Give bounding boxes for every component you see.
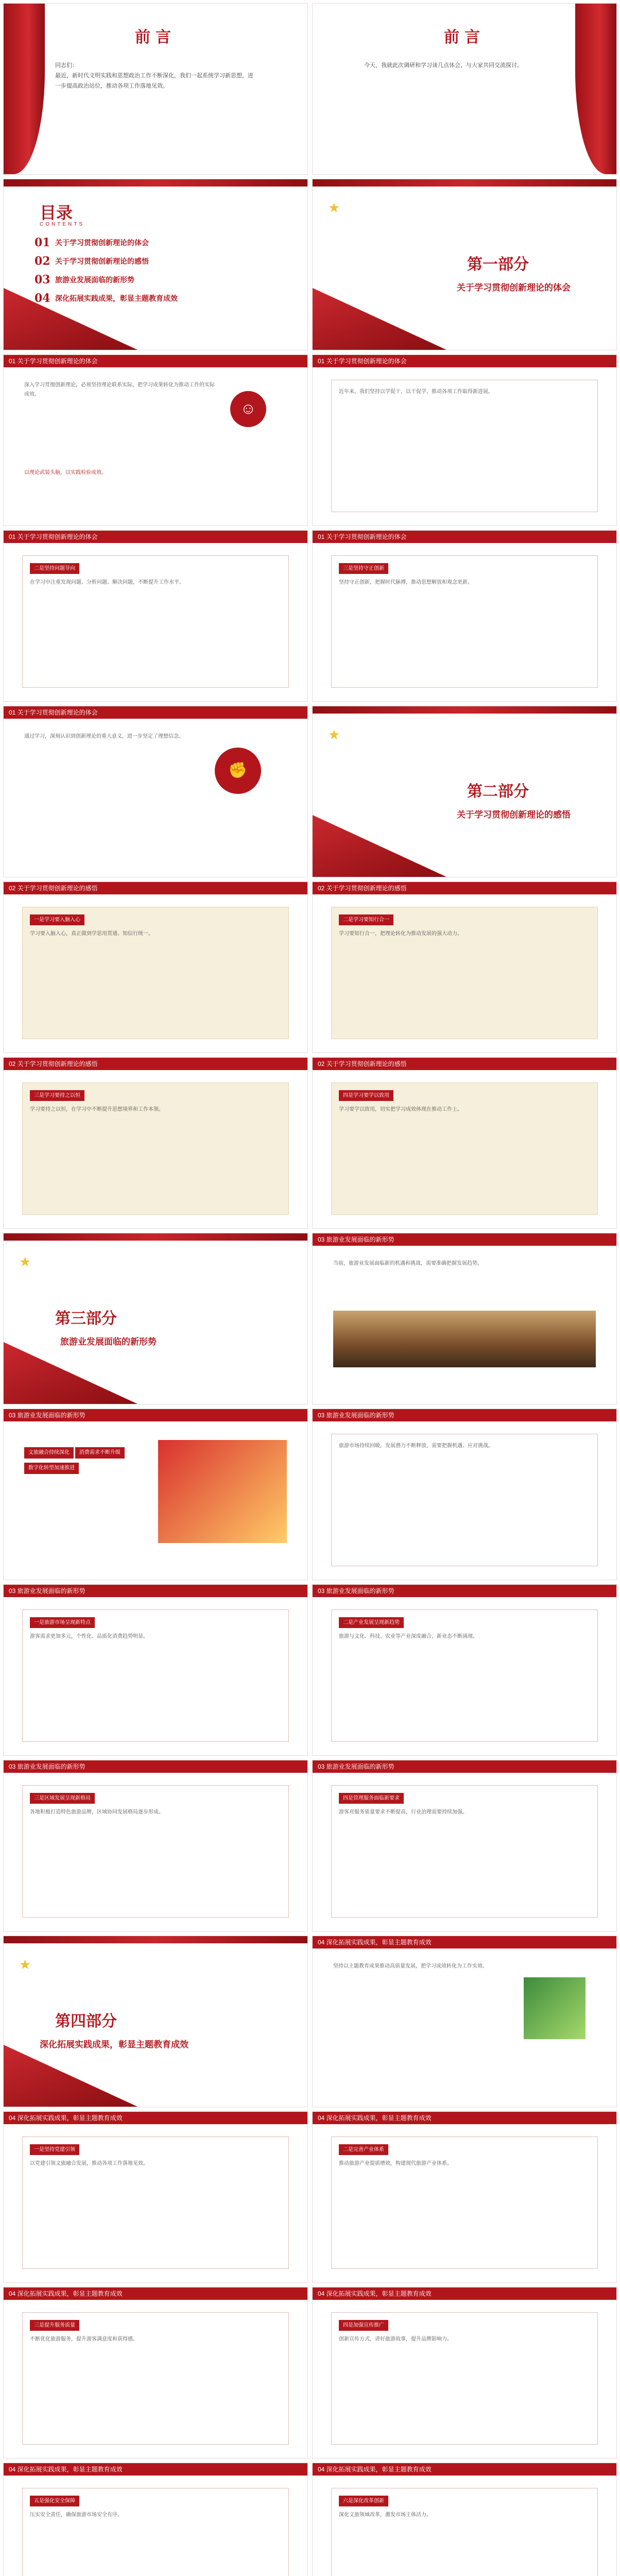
content-box (22, 1609, 289, 1742)
tiananmen-image (158, 1440, 287, 1543)
bullet-item: 文旅融合持续深化 (24, 1447, 74, 1459)
point-tag: 六是深化改革创新 (339, 2496, 388, 2506)
point-tag: 四是学习要学以致用 (339, 1090, 393, 1101)
slide-content (312, 1233, 617, 1404)
slide-header: 03 旅游业发展面临的新形势 (313, 1409, 616, 1421)
slide-header: 01 关于学习贯彻创新理论的体会 (313, 531, 616, 543)
body-text: 近年来，我们坚持以学促干，以干促学，推动各项工作取得新进展。 (339, 389, 493, 395)
slide-header: 04 深化拓展实践成果，彰显主题教育成效 (4, 2112, 307, 2124)
slide-content (3, 1057, 308, 1229)
slide-preface-2 (312, 3, 617, 175)
point-tag: 四是管理服务面临新要求 (339, 1793, 404, 1804)
content-box (22, 555, 289, 688)
content-box (331, 555, 598, 688)
slide-content (312, 1057, 617, 1229)
great-wall-graphic (313, 273, 446, 350)
point-tag: 二是完善产业体系 (339, 2144, 388, 2155)
point-tag: 二是学习要知行合一 (339, 914, 393, 925)
slide-preface-1 (3, 3, 308, 175)
slide-content (312, 354, 617, 526)
slide-title: 前言 (444, 28, 485, 46)
content-box (22, 907, 289, 1039)
part-title: 第三部分 (55, 1310, 117, 1328)
slide-content (312, 1936, 617, 2107)
content-box (331, 907, 598, 1039)
slide-header: 04 深化拓展实践成果，彰显主题教育成效 (313, 2287, 616, 2300)
star-icon: ★ (19, 1254, 31, 1269)
part-subtitle: 旅游业发展面临的新形势 (60, 1337, 157, 1347)
slide-header: 04 深化拓展实践成果，彰显主题教育成效 (313, 1936, 616, 1948)
slide-content (3, 530, 308, 702)
slide-header: 04 深化拓展实践成果，彰显主题教育成效 (313, 2463, 616, 2476)
slide-contents (3, 179, 308, 350)
great-wall-graphic (313, 800, 446, 877)
slide-content (3, 1584, 308, 1756)
toc-list (35, 236, 178, 310)
content-box (22, 1082, 289, 1215)
slide-header: 01 关于学习贯彻创新理论的体会 (4, 355, 307, 367)
point-tag: 一是旅游市场呈现新特点 (30, 1617, 95, 1628)
toc-title: 目录 (40, 203, 73, 223)
content-box (22, 2488, 289, 2576)
body-text: 在学习中注重发现问题、分析问题、解决问题，不断提升工作水平。 (30, 580, 184, 585)
slide-header: 01 关于学习贯彻创新理论的体会 (4, 531, 307, 543)
body-text: 各地积极打造特色旅游品牌，区域协同发展格局逐步形成。 (30, 1809, 164, 1815)
content-box (331, 1609, 598, 1742)
body-text: 深入学习贯彻创新理论，必须坚持理论联系实际，把学习成果转化为推动工作的实际成效。 (24, 382, 215, 397)
slide-content (312, 530, 617, 702)
slide-content (312, 1409, 617, 1580)
intro-text: 同志们： (55, 62, 78, 69)
slide-header: 03 旅游业发展面临的新形势 (313, 1585, 616, 1597)
great-wall-photo (333, 1311, 596, 1367)
person-icon: ☺ (230, 391, 266, 427)
toc-item[interactable]: 03 旅游业发展面临的新形势 (35, 273, 134, 286)
top-band (4, 1936, 307, 1943)
part-subtitle: 关于学习贯彻创新理论的感悟 (457, 810, 571, 820)
body-text: 创新宣传方式，讲好旅游故事，提升品牌影响力。 (339, 2336, 452, 2342)
star-icon: ★ (328, 727, 340, 742)
slide-header: 02 关于学习贯彻创新理论的感悟 (313, 1058, 616, 1070)
point-tag: 三是坚持守正创新 (339, 563, 388, 574)
point-tag: 一是学习要入脑入心 (30, 914, 84, 925)
content-box (22, 2137, 289, 2269)
slide-header: 02 关于学习贯彻创新理论的感悟 (4, 1058, 307, 1070)
content-box (331, 380, 598, 512)
content-box (331, 1785, 598, 1918)
slide-part-2 (312, 706, 617, 877)
body-text: 今天，我就此次调研和学习谈几点体会，与大家共同交流探讨。 (364, 62, 523, 69)
body-text: 不断优化旅游服务，提升游客满意度和获得感。 (30, 2336, 138, 2342)
slide-content (312, 2287, 617, 2459)
slide-content (3, 706, 308, 877)
content-box (22, 2312, 289, 2445)
slide-content (3, 1409, 308, 1580)
slide-header: 03 旅游业发展面临的新形势 (4, 1760, 307, 1773)
part-subtitle: 深化拓展实践成果，彰显主题教育成效 (40, 2040, 188, 2050)
slide-content (3, 2463, 308, 2576)
body-text: 以党建引领文旅融合发展，推动各项工作落地见效。 (30, 2161, 148, 2166)
slide-header: 01 关于学习贯彻创新理论的体会 (4, 706, 307, 719)
top-band (313, 706, 616, 714)
part-title: 第一部分 (467, 256, 529, 274)
body-text: 游客对服务质量要求不断提高，行业治理需要持续加强。 (339, 1809, 468, 1815)
content-box (331, 2312, 598, 2445)
slide-content (3, 1760, 308, 1931)
point-tag: 四是加强宣传推广 (339, 2320, 388, 2331)
slide-content (312, 882, 617, 1053)
slide-header: 03 旅游业发展面临的新形势 (313, 1233, 616, 1246)
slide-header: 02 关于学习贯彻创新理论的感悟 (313, 882, 616, 894)
body-text: 学习要入脑入心，真正做到学思用贯通、知信行统一。 (30, 931, 153, 937)
point-tag: 五是强化安全保障 (30, 2496, 79, 2506)
slide-title: 前言 (135, 28, 176, 46)
body-text: 旅游市场持续回暖，发展潜力不断释放，需要把握机遇、应对挑战。 (339, 1443, 493, 1449)
part-title: 第二部分 (467, 783, 529, 801)
body-text: 深化文旅领域改革，激发市场主体活力。 (339, 2512, 432, 2518)
slide-content (3, 2111, 308, 2283)
slide-content (3, 2287, 308, 2459)
part-subtitle: 关于学习贯彻创新理论的体会 (457, 283, 571, 293)
body-text: 学习要学以致用，切实把学习成效体现在推动工作上。 (339, 1107, 462, 1112)
slide-body (55, 60, 256, 91)
content-box (331, 1082, 598, 1215)
slide-grid (3, 3, 617, 2576)
slide-header: 01 关于学习贯彻创新理论的体会 (313, 355, 616, 367)
body-text: 学习要知行合一，把理论转化为推动发展的强大动力。 (339, 931, 462, 937)
slide-content (312, 1584, 617, 1756)
slide-part-4 (3, 1936, 308, 2107)
slide-header: 04 深化拓展实践成果，彰显主题教育成效 (313, 2112, 616, 2124)
body-text: 学习要持之以恒，在学习中不断提升思想境界和工作本领。 (30, 1107, 164, 1112)
body-text: 当前，旅游业发展面临新的机遇和挑战，需要准确把握发展趋势。 (333, 1261, 483, 1266)
content-box (331, 1434, 598, 1566)
star-icon: ★ (328, 200, 340, 215)
body-text: 游客需求更加多元，个性化、品质化消费趋势明显。 (30, 1634, 148, 1639)
slide-part-1 (312, 179, 617, 350)
part-title: 第四部分 (55, 2012, 117, 2030)
note-text: 以理论武装头脑，以实践检验成效。 (24, 470, 107, 476)
top-band (313, 179, 616, 187)
slide-header: 04 深化拓展实践成果，彰显主题教育成效 (4, 2287, 307, 2300)
top-band (4, 1233, 307, 1241)
point-tag: 三是提升服务质量 (30, 2320, 79, 2331)
body-text: 压实安全责任，确保旅游市场安全有序。 (30, 2512, 123, 2518)
bullet-item: 数字化转型加速推进 (24, 1463, 79, 1474)
bullet-list (24, 1445, 153, 1476)
point-tag: 一是坚持党建引领 (30, 2144, 79, 2155)
slide-content (312, 2111, 617, 2283)
body-text: 坚持以主题教育成果推动高质量发展，把学习成效转化为工作实效。 (333, 1963, 488, 1969)
fist-icon: ✊ (215, 748, 261, 794)
slide-content (3, 882, 308, 1053)
point-tag: 三是区域发展呈现新格局 (30, 1793, 95, 1804)
body-text: 推动旅游产业提质增效，构建现代旅游产业体系。 (339, 2161, 452, 2166)
body-text: 最近，新时代文明实践和思想政治工作不断深化，我们一起系统学习新思想，进一步提高政治站位，推动各项工作落地见效。 (55, 73, 253, 89)
toc-item[interactable]: 02 关于学习贯彻创新理论的感悟 (35, 255, 149, 268)
slide-content (312, 2463, 617, 2576)
slide-part-3 (3, 1233, 308, 1404)
content-box (331, 2137, 598, 2269)
point-tag: 三是学习要持之以恒 (30, 1090, 84, 1101)
point-tag: 二是产业发展呈现新趋势 (339, 1617, 404, 1628)
content-box (331, 2488, 598, 2576)
slide-header: 04 深化拓展实践成果，彰显主题教育成效 (4, 2463, 307, 2476)
content-box (22, 1785, 289, 1918)
plant-image (524, 1977, 585, 2039)
slide-header: 02 关于学习贯彻创新理论的感悟 (4, 882, 307, 894)
body-text: 坚持守正创新，把握时代脉搏，推动思想解放和观念更新。 (339, 580, 473, 585)
top-band (4, 179, 307, 187)
slide-header: 03 旅游业发展面临的新形势 (4, 1585, 307, 1597)
body-text: 通过学习，深刻认识到创新理论的重大意义，进一步坚定了理想信念。 (24, 734, 184, 739)
toc-item[interactable]: 04 深化拓展实践成果，彰显主题教育成效 (35, 292, 178, 305)
point-tag: 二是坚持问题导向 (30, 563, 79, 574)
toc-subtitle: CONTENTS (40, 222, 84, 227)
star-icon: ★ (19, 1957, 31, 1972)
slide-header: 03 旅游业发展面临的新形势 (4, 1409, 307, 1421)
slide-header: 03 旅游业发展面临的新形势 (313, 1760, 616, 1773)
bullet-item: 消费需求不断升级 (75, 1447, 125, 1459)
body-text: 旅游与文化、科技、农业等产业深度融合，新业态不断涌现。 (339, 1634, 478, 1639)
toc-item[interactable]: 01 关于学习贯彻创新理论的体会 (35, 236, 149, 249)
slide-content (3, 354, 308, 526)
slide-content (312, 1760, 617, 1931)
